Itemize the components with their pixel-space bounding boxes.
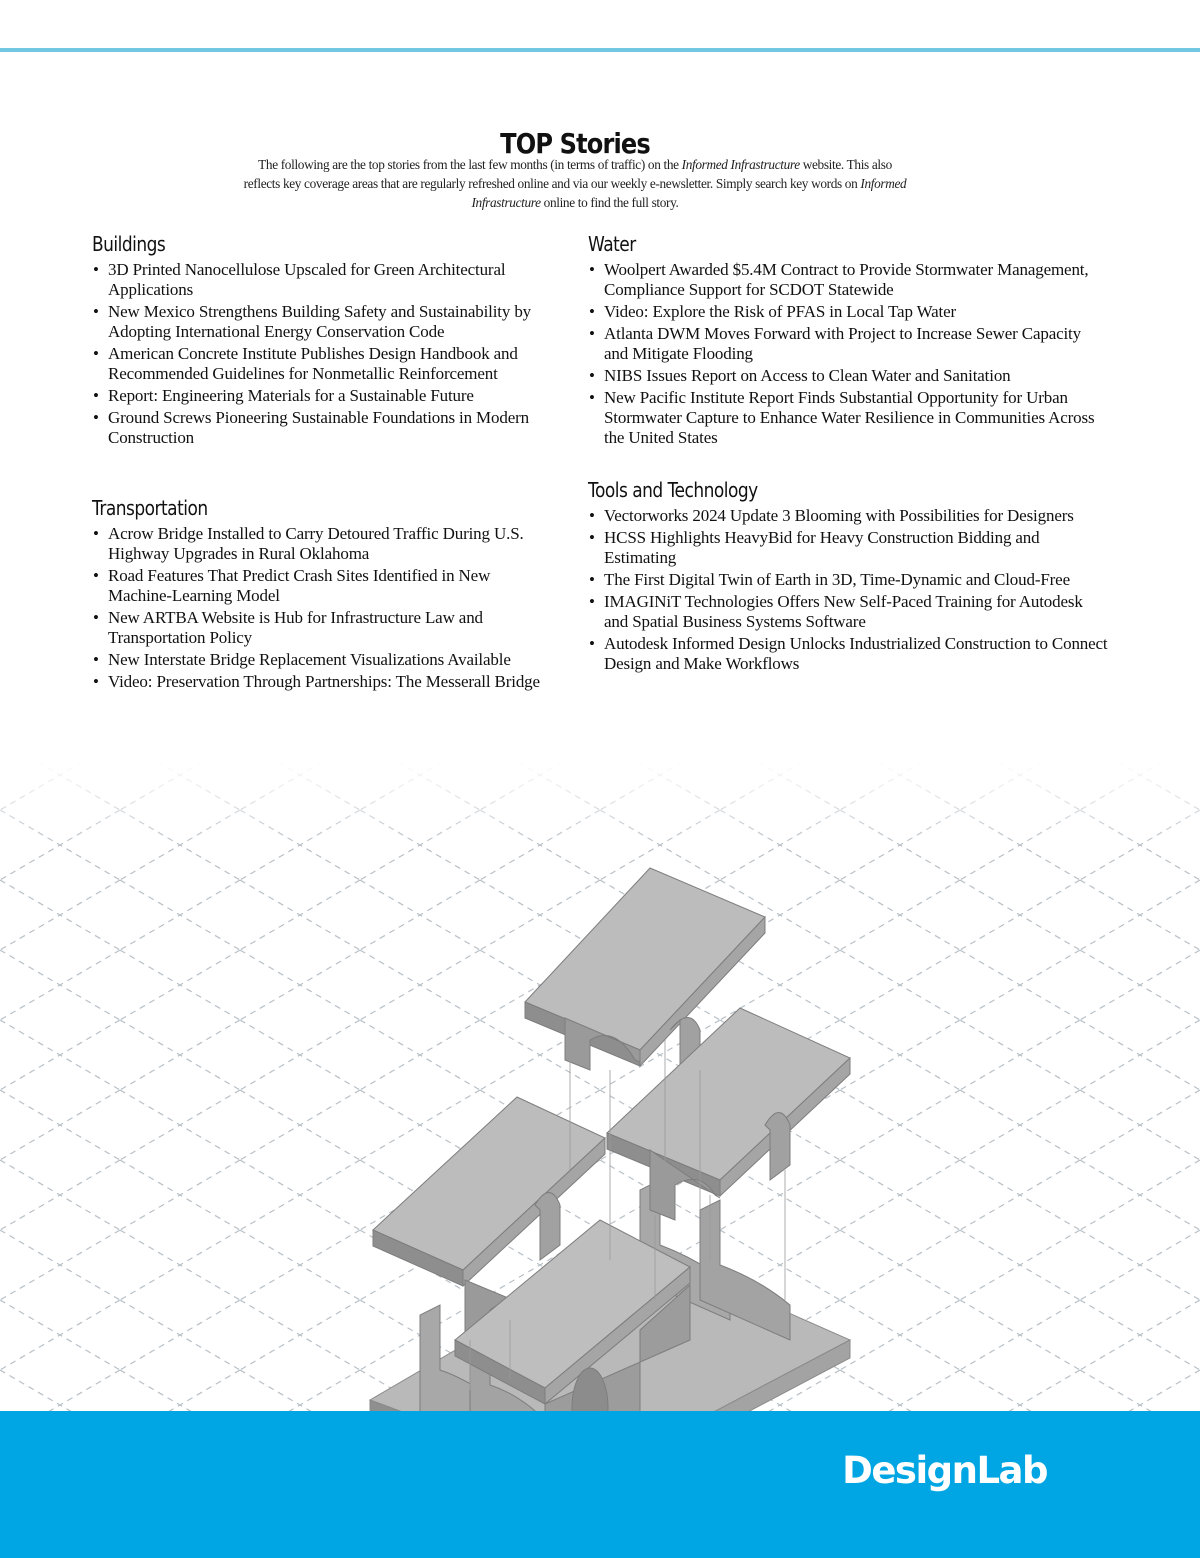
story-item: • NIBS Issues Report on Access to Clean Water and Sanitation	[588, 366, 1108, 386]
intro-part-3: online to find the full story.	[540, 195, 679, 210]
intro-publication-2: Informed Infrastructure	[471, 176, 907, 210]
story-item: • Road Features That Predict Crash Sites Identified in New Machine-Learning Model	[92, 566, 552, 606]
story-item: • IMAGINiT Technologies Offers New Self-Paced Training for Autodesk and Spatial Business Systems Software	[588, 592, 1108, 632]
story-item: • New ARTBA Website is Hub for Infrastructure Law and Transportation Policy	[92, 608, 552, 648]
story-item: • New Pacific Institute Report Finds Substantial Opportunity for Urban Stormwater Capture to Enhance Water Resilience in Communities Across the United States	[588, 388, 1108, 448]
story-list-water	[588, 260, 1108, 448]
section-buildings	[92, 230, 552, 450]
story-list-transportation	[92, 524, 552, 692]
section-transportation	[92, 494, 552, 694]
designlab-logo: DesignLab	[842, 1449, 1047, 1492]
story-item: • HCSS Highlights HeavyBid for Heavy Construction Bidding and Estimating	[588, 528, 1108, 568]
intro-publication: Informed Infrastructure	[681, 157, 800, 172]
story-item: • Vectorworks 2024 Update 3 Blooming with Possibilities for Designers	[588, 506, 1108, 526]
footer-band	[0, 1411, 1200, 1558]
story-item: • 3D Printed Nanocellulose Upscaled for Green Architectural Applications	[92, 260, 552, 300]
modular-bridge-illustration	[0, 740, 1200, 1480]
story-list-buildings	[92, 260, 552, 448]
story-item: • Woolpert Awarded $5.4M Contract to Provide Stormwater Management, Compliance Support for SCDOT Statewide	[588, 260, 1108, 300]
top-rule	[0, 48, 1200, 52]
section-heading-water: Water	[588, 232, 636, 256]
story-item: • Ground Screws Pioneering Sustainable Foundations in Modern Construction	[92, 408, 552, 448]
story-list-tools	[588, 506, 1108, 674]
story-item: • The First Digital Twin of Earth in 3D, Time-Dynamic and Cloud-Free	[588, 570, 1108, 590]
section-heading-buildings: Buildings	[92, 232, 166, 256]
story-item: • Atlanta DWM Moves Forward with Project to Increase Sewer Capacity and Mitigate Flooding	[588, 324, 1108, 364]
story-item: • Video: Preservation Through Partnerships: The Messerall Bridge	[92, 672, 552, 692]
section-heading-transportation: Transportation	[92, 496, 208, 520]
page-title: TOP Stories	[500, 126, 650, 160]
section-water	[588, 230, 1108, 450]
section-heading-tools: Tools and Technology	[588, 478, 758, 502]
section-tools-and-technology	[588, 476, 1108, 676]
story-item: • New Interstate Bridge Replacement Visualizations Available	[92, 650, 552, 670]
intro-text	[240, 155, 910, 212]
story-item: • Video: Explore the Risk of PFAS in Local Tap Water	[588, 302, 1108, 322]
intro-part-1: The following are the top stories from the last few months (in terms of traffic) on the	[258, 157, 682, 172]
story-item: • Report: Engineering Materials for a Sustainable Future	[92, 386, 552, 406]
intro-part-2: website. This also reflects key coverage areas that are regularly refreshed online and via our weekly e-newsletter. Simply search key words on	[243, 157, 892, 191]
story-item: • Autodesk Informed Design Unlocks Industrialized Construction to Connect Design and Make Workflows	[588, 634, 1108, 674]
story-item: • American Concrete Institute Publishes Design Handbook and Recommended Guidelines for Nonmetallic Reinforcement	[92, 344, 552, 384]
story-item: • New Mexico Strengthens Building Safety and Sustainability by Adopting International Energy Conservation Code	[92, 302, 552, 342]
story-item: • Acrow Bridge Installed to Carry Detoured Traffic During U.S. Highway Upgrades in Rural Oklahoma	[92, 524, 552, 564]
